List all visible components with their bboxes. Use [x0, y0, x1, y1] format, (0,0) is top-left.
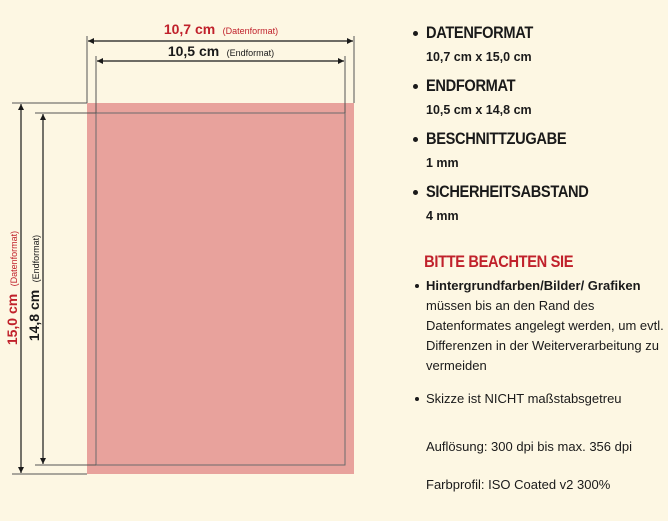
spec-safety-margin — [413, 181, 668, 225]
spec-label: DATENFORMAT — [426, 23, 533, 42]
spec-panel — [413, 22, 668, 495]
spec-label: ENDFORMAT — [426, 76, 516, 95]
notice-item-background — [413, 276, 668, 376]
bullet-icon — [413, 31, 418, 36]
bullet-icon — [413, 190, 418, 195]
spec-value: 1 mm — [426, 156, 459, 170]
notice-heading: BITTE BEACHTEN SIE — [424, 252, 574, 271]
notice-text: müssen bis an den Rand des Datenformates angelegt werden, um evtl. Differenzen in der Weiterverarbeitung zu vermeiden — [426, 298, 664, 373]
end-height-label: 14,8 cm (Endformat) — [26, 234, 42, 342]
spec-value: 4 mm — [426, 209, 459, 223]
notice-item-scale — [413, 389, 668, 409]
spec-label: BESCHNITTZUGABE — [426, 129, 567, 148]
end-width-label: 10,5 cm (Endformat) — [167, 43, 275, 59]
spec-bleed — [413, 128, 668, 172]
data-format-area — [87, 103, 354, 474]
color-profile-text: Farbprofil: ISO Coated v2 300% — [426, 477, 611, 492]
notice-text: Skizze ist NICHT maßstabsgetreu — [426, 391, 622, 406]
bullet-icon — [413, 137, 418, 142]
data-height-label: 15,0 cm (Datenformat) — [4, 230, 20, 346]
spec-label: SICHERHEITSABSTAND — [426, 182, 589, 201]
spec-value: 10,5 cm x 14,8 cm — [426, 103, 532, 117]
data-width-label: 10,7 cm (Datenformat) — [163, 21, 279, 37]
spec-value: 10,7 cm x 15,0 cm — [426, 50, 532, 64]
spec-data-format — [413, 22, 668, 66]
bullet-icon — [415, 397, 419, 401]
notice-emphasis: Hintergrundfarben/Bilder/ Grafiken — [426, 278, 641, 293]
spec-end-format — [413, 75, 668, 119]
bullet-icon — [413, 84, 418, 89]
bullet-icon — [415, 284, 419, 288]
resolution-text: Auflösung: 300 dpi bis max. 356 dpi — [426, 439, 632, 454]
